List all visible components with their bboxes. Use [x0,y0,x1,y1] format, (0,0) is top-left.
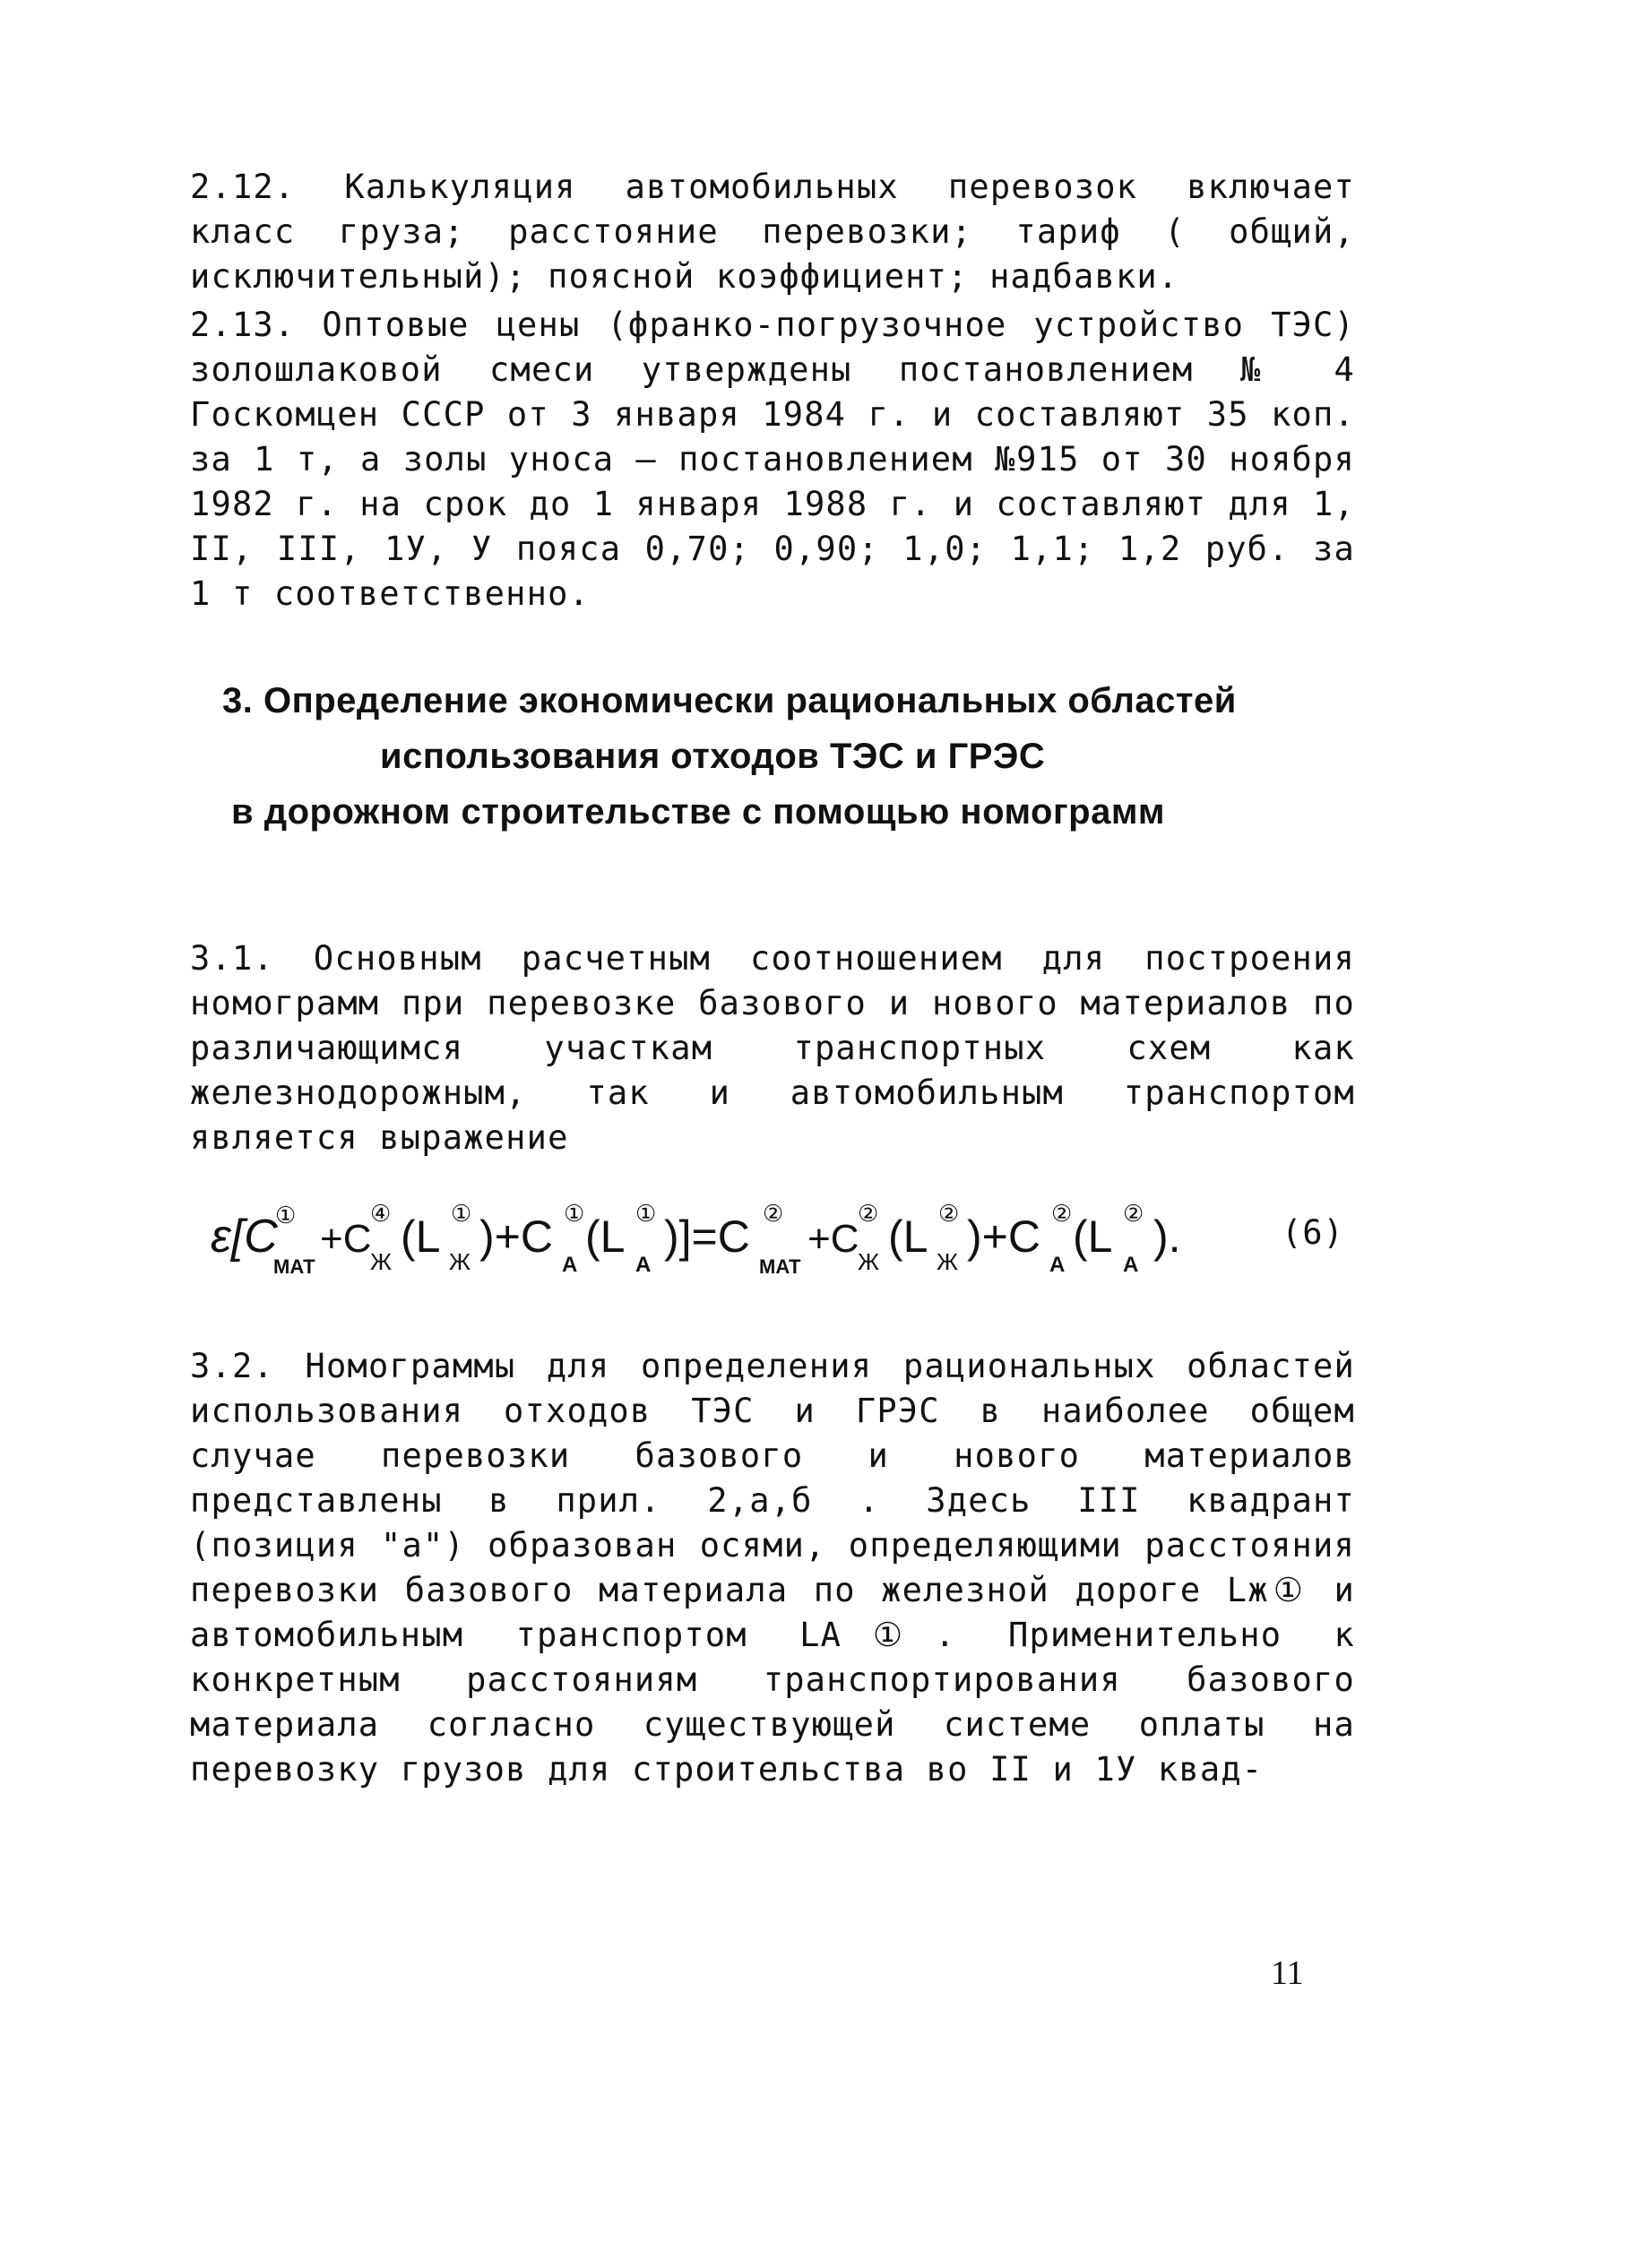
svg-text:)+C: )+C [479,1212,553,1262]
equation-6-image [211,1196,1268,1281]
svg-text:А: А [562,1253,578,1277]
svg-text:①: ① [564,1200,585,1227]
equation-6 [211,1196,1367,1281]
svg-text:).: ). [1153,1212,1181,1262]
paragraph-2-13: 2.13. Оптовые цены (франко-погрузочное устройство ТЭС) золошлаковой смеси утверждены постановлением № 4 Госкомцен СССР от 3 января 1984 г. и составляют 35 коп. за 1 т, а золы уноса – постановлением №915 от 30 ноября 1982 г. на срок до 1 января 1988 г. и составляют для 1, II, III, 1У, У пояса 0,70; 0,90; 1,0; 1,1; 1,2 руб. за 1 т соответственно. [190,306,1355,613]
svg-text:А: А [1123,1253,1139,1277]
page-number: 11 [1271,1954,1304,1992]
paragraph-2-12: 2.12. Калькуляция автомобильных перевозок включает класс груза; расстояние перевозки; тариф ( общий, исключительный); поясной коэффициент; надбавки. [190,168,1355,296]
heading-line-1: 3. Определение экономически рациональных областей [222,681,1237,720]
svg-text:МАТ: МАТ [273,1255,315,1278]
svg-text:А: А [635,1253,652,1277]
svg-text:②: ② [1051,1200,1073,1227]
svg-text:ε[C: ε[C [211,1211,278,1263]
svg-text:)]=C: )]=C [664,1212,750,1262]
svg-text:(L: (L [1073,1212,1113,1262]
svg-text:(L: (L [401,1212,441,1262]
svg-text:①: ① [451,1200,472,1227]
svg-text:①: ① [275,1202,297,1229]
svg-text:(L: (L [888,1212,928,1262]
svg-text:④: ④ [370,1200,392,1227]
svg-text:②: ② [1123,1200,1144,1227]
paragraph-3-1: 3.1. Основным расчетным соотношением для построения номограмм при перевозке базового и нового материалов по различающимся участкам транспортных схем как железнодорожным, так и автомобильным транспортом является выражение [190,939,1355,1157]
svg-text:Ж: Ж [370,1248,393,1275]
paragraph-3-2: 3.2. Номограммы для определения рациональных областей использования отходов ТЭС и ГРЭС в наиболее общем случае перевозки базового и нового материалов представлены в прил. 2,а,б . Здесь III квадрант (позиция "а") образован осями, определяющими расстояния перевозки базового материала по железной дороге Lж① и автомобильным транспортом LА①. Применительно к конкретным расстояниям транспортирования базового материала согласно существующей системе оплаты на перевозку грузов для строительства во II и 1У квад- [190,1347,1355,1789]
svg-text:Ж: Ж [449,1248,471,1275]
heading-line-2: использования отходов ТЭС и ГРЭС [380,737,1046,776]
svg-text:+C: +C [320,1217,372,1261]
svg-text:②: ② [858,1200,879,1227]
svg-text:(L: (L [585,1212,626,1262]
svg-text:А: А [1049,1253,1066,1277]
svg-text:Ж: Ж [858,1248,880,1275]
svg-text:②: ② [938,1200,960,1227]
svg-text:①: ① [635,1200,657,1227]
heading-line-3: в дорожном строительстве с помощью номограмм [231,792,1165,832]
svg-text:Ж: Ж [937,1248,959,1275]
svg-text:+C: +C [807,1217,859,1261]
svg-text:②: ② [763,1200,784,1227]
svg-text:МАТ: МАТ [759,1255,801,1278]
svg-text:)+C: )+C [967,1212,1040,1262]
equation-number: (6) [1282,1213,1344,1252]
